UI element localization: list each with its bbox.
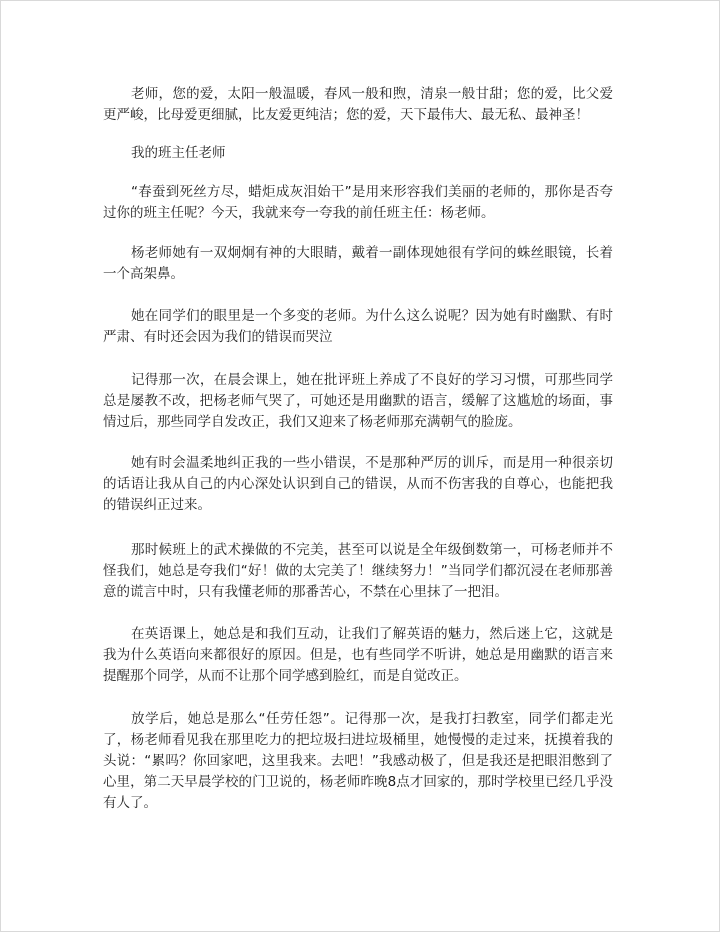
- paragraph-7: 在英语课上，她总是和我们互动，让我们了解英语的魅力，然后迷上它，这就是我为什么英语向来都很好的原因。但是，也有些同学不听讲，她总是用幽默的语言来提醒那个同学，从而不让那个同学感到脸红，而是自觉改正。: [103, 626, 613, 684]
- paragraph-6: 那时候班上的武术操做的不完美，甚至可以说是全年级倒数第一，可杨老师并不怪我们，她总是夸我们“好！做的太完美了！继续努力！”当同学们都沉浸在老师那善意的谎言中时，只有我懂老师的那番苦心，不禁在心里抹了一把泪。: [103, 542, 613, 600]
- document-body: [103, 84, 613, 814]
- paragraph-5: 她有时会温柔地纠正我的一些小错误，不是那种严厉的训斥，而是用一种很亲切的话语让我从自己的内心深处认识到自己的错误，从而不伤害我的自尊心，也能把我的错误纠正过来。: [103, 455, 613, 513]
- paragraph-8: 放学后，她总是那么“任劳任怨”。记得那一次，是我打扫教室，同学们都走光了，杨老师看见我在那里吃力的把垃圾扫进垃圾桶里，她慢慢的走过来，抚摸着我的头说：“累吗？你回家吧，这里我来。去吧！”我感动极了，但是我还是把眼泪憋到了心里，第二天早晨学校的门卫说的，杨老师昨晚8点才回家的，那时学校里已经几乎没有人了。: [103, 711, 613, 811]
- paragraph-2: 杨老师她有一双炯炯有神的大眼睛，戴着一副体现她很有学问的蛛丝眼镜，长着一个高架鼻。: [103, 245, 613, 282]
- page-title: 我的班主任老师: [131, 145, 226, 161]
- paragraph-3: 她在同学们的眼里是一个多变的老师。为什么这么说呢？因为她有时幽默、有时严肃、有时还会因为我们的错误而哭泣: [103, 308, 613, 345]
- paragraph-1: “春蚕到死丝方尽，蜡炬成灰泪始干”是用来形容我们美丽的老师的，那你是否夸过你的班主任呢？今天，我就来夸一夸我的前任班主任：杨老师。: [103, 184, 613, 221]
- intro-paragraph: 老师，您的爱，太阳一般温暖，春风一般和煦，清泉一般甘甜；您的爱，比父爱更严峻，比母爱更细腻，比友爱更纯洁；您的爱，天下最伟大、最无私、最神圣！: [103, 86, 613, 123]
- paragraph-4: 记得那一次，在晨会课上，她在批评班上养成了不良好的学习习惯，可那些同学总是屡教不改，把杨老师气哭了，可她还是用幽默的语言，缓解了这尴尬的场面，事情过后，那些同学自发改正，我们又迎来了杨老师那充满朝气的脸庞。: [103, 372, 613, 430]
